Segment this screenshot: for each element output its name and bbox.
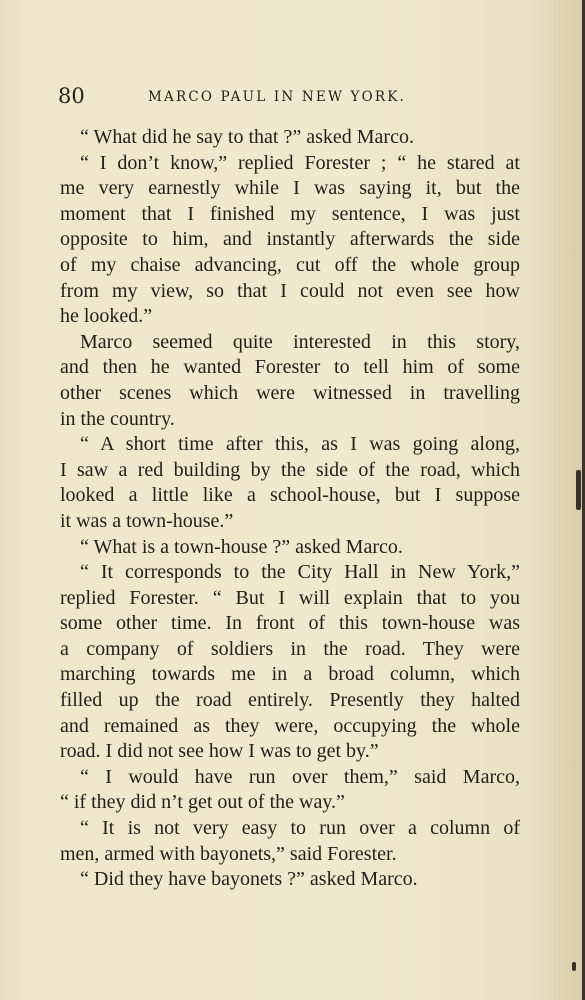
text-line: replied Forester. “ But I will explain that to you [60,586,520,609]
text-line: marching towards me in a broad column, which [60,663,520,686]
text-line: other scenes which were witnessed in travelling [60,381,520,404]
text-line: I saw a red building by the side of the road, which [60,458,520,481]
text-line: looked a little like a school-house, but I suppose [60,484,520,507]
text-line: and then he wanted Forester to tell him of some [60,356,520,379]
text-line: he looked.” [60,305,153,328]
text-line: “ if they did n’t get out of the way.” [60,791,345,814]
text-line: a company of soldiers in the road. They were [60,637,520,660]
running-title: MARCO PAUL IN NEW YORK. [148,89,407,105]
text-line: it was a town-house.” [60,509,234,532]
text-line: “ It is not very easy to run over a column of [80,817,520,840]
text-line: from my view, so that I could not even see how [60,279,520,302]
text-line: “ What is a town-house ?” asked Marco. [80,535,403,558]
text-line: of my chaise advancing, cut off the whole group [60,253,520,276]
text-line: opposite to him, and instantly afterwards the side [60,228,520,251]
text-line: filled up the road entirely. Presently they halted [60,689,520,712]
text-line: “ A short time after this, as I was going along, [80,433,520,456]
text-line: “ What did he say to that ?” asked Marco. [80,126,414,148]
text-line: road. I did not see how I was to get by.” [60,740,379,763]
text-line: “ I would have run over them,” said Marco, [80,765,520,788]
text-line: Marco seemed quite interested in this story, [80,330,520,353]
text-line: me very earnestly while I was saying it, but the [60,177,520,200]
text-line: “ I don’t know,” replied Forester ; “ he stared at [80,151,520,174]
text-line: men, armed with bayonets,” said Forester. [60,842,397,865]
text-line: some other time. In front of this town-house was [60,612,520,635]
text-line: “ It corresponds to the City Hall in New York,” [80,561,520,584]
page-number: 80 [58,84,85,108]
text-line: “ Did they have bayonets ?” asked Marco. [80,868,418,891]
body-text [60,125,520,893]
margin-ink-mark [572,962,576,971]
text-line: in the country. [60,407,175,430]
text-line: and remained as they were, occupying the whole [60,714,520,737]
running-header [58,84,520,108]
text-line: moment that I finished my sentence, I was just [60,202,520,225]
margin-ink-mark [576,470,581,510]
